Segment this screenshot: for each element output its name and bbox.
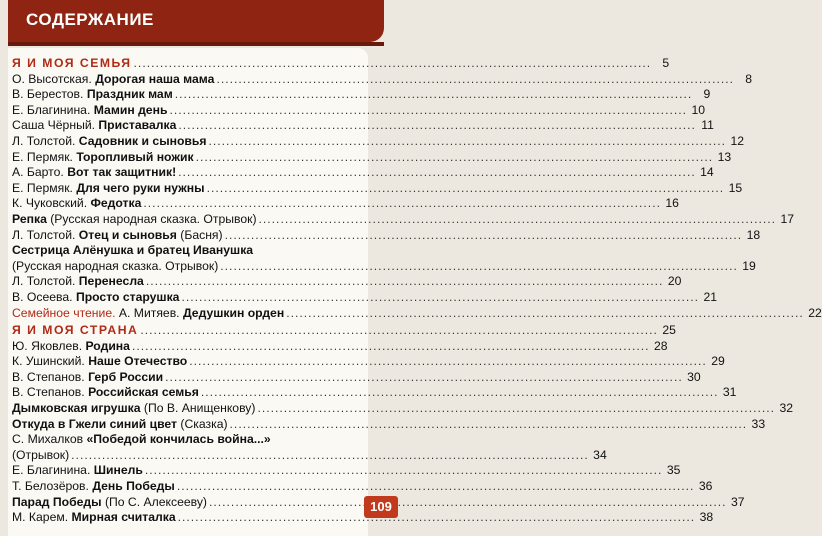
- leader-dots: [143, 196, 661, 212]
- toc-page-number: 10: [691, 102, 705, 117]
- toc-entry-text: [12, 432, 271, 448]
- toc-entry-part: С. Михалков: [12, 432, 84, 447]
- toc-entry-text: [12, 510, 176, 526]
- toc-entry-part: Семейное чтение.: [12, 305, 116, 320]
- leader-dots: [134, 56, 652, 72]
- toc-entry[interactable]: [12, 118, 714, 134]
- toc-entry-part: Для чего руки нужны: [76, 180, 205, 195]
- toc-page-number: 37: [731, 494, 745, 509]
- toc-entry[interactable]: [12, 196, 679, 212]
- toc-entry-text: [12, 354, 187, 370]
- leader-dots: [259, 212, 777, 228]
- toc-entry[interactable]: [12, 401, 794, 417]
- toc-entry-part: Я И МОЯ СТРАНА: [12, 323, 139, 338]
- toc-entry-text: [12, 417, 228, 433]
- toc-entry-part: Е. Благинина.: [12, 463, 91, 478]
- toc-entry-part: Садовник и сыновья: [78, 133, 207, 148]
- toc-entry-part: Е. Благинина.: [12, 102, 91, 117]
- toc-page-number: 33: [751, 416, 766, 431]
- toc-entry-part: Я И МОЯ СЕМЬЯ: [12, 56, 132, 70]
- toc-entry-part: Праздник мам: [86, 87, 173, 102]
- toc-entry-text: [12, 323, 138, 339]
- leader-dots: [169, 103, 687, 119]
- toc-entry-text: [12, 463, 143, 479]
- leader-dots: [175, 87, 693, 103]
- toc-entry-part: Федотка: [90, 196, 142, 211]
- page-number: 109: [364, 496, 398, 518]
- toc-entry[interactable]: [12, 243, 362, 259]
- toc-page-number: 31: [722, 385, 737, 400]
- toc-entry-part: Саша Чёрный.: [12, 118, 96, 133]
- toc-entry[interactable]: [12, 133, 745, 150]
- toc-entry[interactable]: [12, 463, 681, 479]
- toc-entry-text: [12, 134, 207, 150]
- toc-entry-part: Торопливый ножик: [76, 149, 194, 164]
- toc-entry-part: Л. Толстой.: [12, 227, 76, 242]
- toc-page-number: 35: [666, 463, 681, 478]
- toc-entry-part: К. Чуковский.: [12, 196, 88, 211]
- toc-entry-text: [12, 259, 218, 275]
- toc-page-number: 36: [698, 479, 713, 494]
- toc-page-number: 18: [746, 227, 761, 242]
- toc-entry[interactable]: [12, 71, 752, 88]
- toc-entry-part: Ю. Яковлев.: [12, 338, 83, 353]
- toc-entry-part: Мирная считалка: [71, 510, 176, 525]
- leader-dots: [216, 72, 734, 88]
- toc-entry[interactable]: [12, 323, 676, 339]
- toc-entry-part: Репка: [12, 211, 47, 226]
- leader-dots: [178, 510, 696, 526]
- toc-page-number: 11: [701, 118, 714, 133]
- toc-entry-part: Сестрица Алёнушка и братец Иванушка: [12, 243, 254, 258]
- toc-entry-part: Российская семья: [88, 385, 199, 400]
- toc-entry[interactable]: [12, 165, 714, 181]
- toc-entry-text: [12, 196, 141, 212]
- toc-page-number: 8: [745, 71, 752, 86]
- toc-page-number: 28: [653, 338, 668, 353]
- toc-entry-text: [12, 228, 223, 244]
- toc-entry-part: Дорогая наша мама: [95, 71, 215, 86]
- leader-dots: [189, 354, 707, 370]
- toc-entry[interactable]: [12, 416, 766, 433]
- toc-entry[interactable]: [12, 305, 822, 322]
- toc-page-number: 21: [703, 289, 718, 304]
- toc-entry-part: (Басня): [180, 227, 223, 242]
- leader-dots: [181, 290, 699, 306]
- toc-entry-part: М. Карем.: [12, 510, 69, 525]
- toc-entry-part: Т. Белозёров.: [12, 479, 89, 494]
- toc-entry-part: Откуда в Гжели синий цвет: [12, 416, 178, 431]
- toc-page-number: 22: [808, 305, 822, 320]
- toc-entry-part: Отец и сыновья: [78, 227, 177, 242]
- leader-dots: [140, 323, 658, 339]
- toc-entry-part: Л. Толстой.: [12, 133, 76, 148]
- toc-entry[interactable]: [12, 149, 732, 166]
- leader-dots: [286, 306, 804, 322]
- toc-entry[interactable]: [12, 432, 362, 448]
- toc-entry-part: (По С. Алексееву): [104, 494, 207, 509]
- leader-dots: [209, 134, 727, 150]
- toc-entry-part: Вот так защитник!: [67, 165, 177, 180]
- toc-entry-text: [12, 181, 205, 197]
- toc-entry-part: День Победы: [92, 479, 175, 494]
- toc-entry-text: [12, 290, 179, 306]
- leader-dots: [196, 150, 714, 166]
- toc-entry-text: [12, 370, 163, 386]
- toc-entry-part: Мамин день: [93, 102, 168, 117]
- leader-dots: [257, 401, 775, 417]
- toc-entry-part: Е. Пермяк.: [12, 180, 73, 195]
- toc-entry-part: В. Осеева.: [12, 289, 73, 304]
- toc-entry[interactable]: [12, 510, 714, 526]
- toc-entry-text: [12, 72, 214, 88]
- toc-page-number: 32: [779, 401, 794, 416]
- toc-entry-part: (По В. Анищенкову): [143, 401, 256, 416]
- toc-entry-part: Наше Отечество: [88, 354, 188, 369]
- toc-entry-part: А. Барто.: [12, 165, 64, 180]
- toc-entry-text: [12, 87, 173, 103]
- toc-entry-text: [12, 165, 176, 181]
- leader-dots: [177, 479, 695, 495]
- toc-entry[interactable]: [12, 274, 682, 290]
- leader-dots: [146, 274, 664, 290]
- leader-dots: [225, 228, 743, 244]
- toc-entry-part: Дымковская игрушка: [12, 401, 141, 416]
- toc-entry[interactable]: [12, 56, 670, 72]
- toc-page-number: 15: [728, 180, 743, 195]
- toc-entry-part: (Сказка): [180, 416, 228, 431]
- toc-entry[interactable]: [12, 211, 795, 228]
- toc-entry-text: [12, 401, 255, 417]
- toc-entry-text: [12, 103, 167, 119]
- toc-entry-part: Л. Толстой.: [12, 274, 76, 289]
- header-tab: [8, 0, 384, 42]
- toc-entry-part: (Отрывок): [12, 447, 70, 462]
- toc-page-number: 12: [730, 133, 745, 148]
- toc-entry-part: О. Высотская.: [12, 71, 92, 86]
- toc-entry-part: Перенесла: [78, 274, 144, 289]
- leader-dots: [165, 370, 683, 386]
- leader-dots: [209, 495, 727, 511]
- leader-dots: [230, 417, 748, 433]
- leader-dots: [145, 463, 663, 479]
- toc-entry-text: [12, 56, 132, 72]
- toc-entry[interactable]: [12, 369, 701, 386]
- leader-dots: [207, 181, 725, 197]
- toc-entry[interactable]: [12, 180, 743, 197]
- toc-page-number: 9: [703, 87, 711, 102]
- toc-entry-text: [12, 448, 69, 464]
- toc-entry-part: А. Митяев.: [118, 305, 180, 320]
- toc-entry-part: Дедушкин орден: [182, 305, 285, 320]
- toc-entry-part: Родина: [85, 338, 130, 353]
- toc-page-number: 16: [665, 196, 679, 211]
- toc-entry-text: [12, 274, 144, 290]
- page-title: СОДЕРЖАНИЕ: [26, 10, 154, 29]
- toc-page-number: 17: [780, 211, 795, 226]
- toc-entry[interactable]: [12, 447, 607, 464]
- toc-entry-text: [12, 306, 284, 322]
- toc-entry-text: [12, 385, 199, 401]
- toc-entry-part: В. Степанов.: [12, 369, 85, 384]
- toc-entry-part: (Русская народная сказка. Отрывок): [12, 258, 219, 273]
- leader-dots: [201, 385, 719, 401]
- toc-entry-text: [12, 150, 194, 166]
- toc-entry-part: Приставалка: [98, 118, 177, 133]
- toc-entry-part: Парад Победы: [12, 494, 102, 509]
- toc-entry-text: [12, 339, 130, 355]
- toc-entry-text: [12, 495, 207, 511]
- toc-entry-text: [12, 118, 176, 134]
- leader-dots: [178, 118, 696, 134]
- toc-entry-text: [12, 243, 253, 259]
- toc-entry-part: Шинель: [93, 463, 143, 478]
- toc-entry[interactable]: [12, 385, 737, 401]
- toc-entry[interactable]: [12, 354, 725, 370]
- toc-entry[interactable]: [12, 479, 713, 495]
- toc-page-number: 29: [711, 354, 725, 369]
- toc-page-number: 25: [662, 323, 676, 338]
- toc-entry[interactable]: [12, 289, 718, 306]
- toc-page-number: 20: [667, 274, 682, 289]
- toc-page-number: 13: [717, 149, 732, 164]
- toc-entry-part: Е. Пермяк.: [12, 149, 73, 164]
- toc-entry[interactable]: [12, 87, 711, 103]
- toc-page-number: 30: [687, 369, 701, 384]
- toc-entry-part: Просто старушка: [75, 289, 180, 304]
- toc-entry-part: «Победой кончилась война...»: [86, 432, 271, 447]
- toc-entry-text: [12, 212, 257, 228]
- leader-dots: [71, 448, 589, 464]
- toc-entry[interactable]: [12, 258, 756, 275]
- toc-entry-part: В. Берестов.: [12, 87, 84, 102]
- toc-entry[interactable]: [12, 102, 705, 119]
- toc-entry[interactable]: [12, 227, 761, 244]
- toc-page-number: 38: [699, 510, 714, 525]
- leader-dots: [178, 165, 696, 181]
- toc-entry[interactable]: [12, 338, 668, 355]
- leader-dots: [132, 339, 650, 355]
- toc-entry-part: Герб России: [88, 369, 164, 384]
- toc-page-number: 19: [742, 258, 756, 273]
- toc-page-number: 14: [700, 165, 714, 180]
- toc-entry-part: В. Степанов.: [12, 385, 85, 400]
- toc-entry-part: К. Ушинский.: [12, 354, 85, 369]
- toc-entry-part: (Русская народная сказка. Отрывок): [50, 211, 257, 226]
- toc-entry-text: [12, 479, 175, 495]
- toc-page-number: 34: [593, 447, 607, 462]
- toc-page-number: 5: [662, 56, 670, 70]
- leader-dots: [220, 259, 738, 275]
